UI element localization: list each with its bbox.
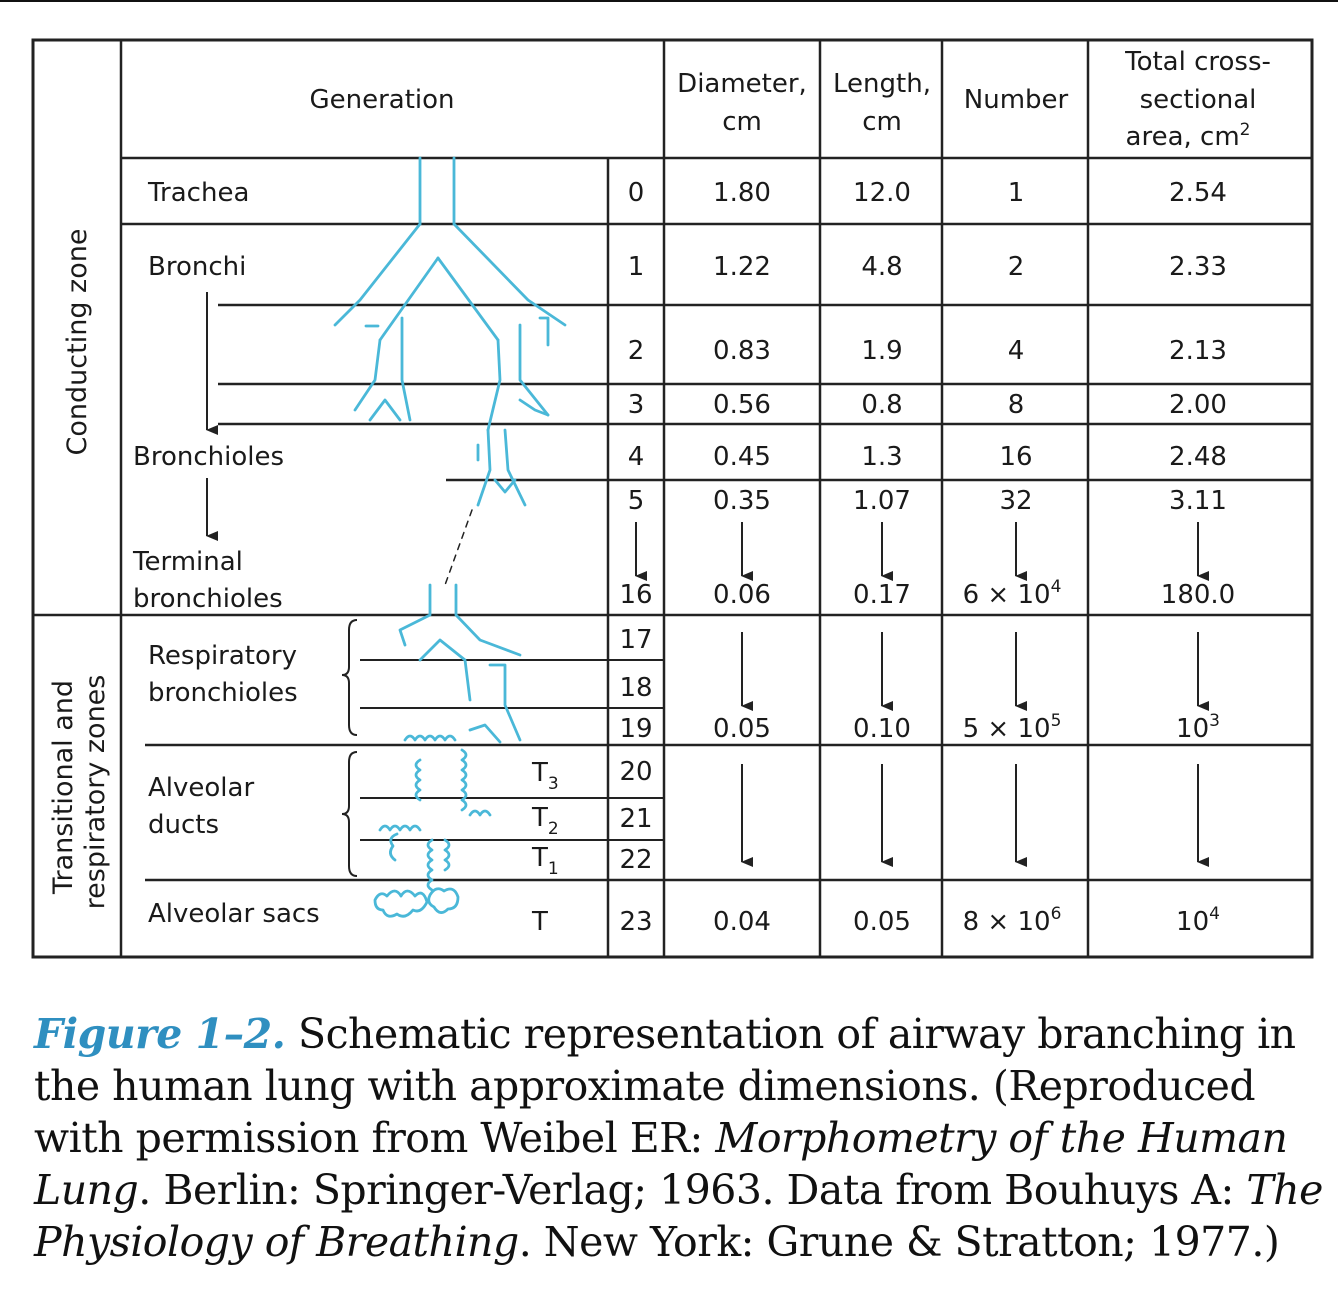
label-alveolar-sacs: Alveolar sacs (148, 899, 320, 929)
table-row (628, 178, 1227, 208)
area-exponent: 3 (1209, 711, 1220, 731)
cell-area: 2.48 (1169, 442, 1227, 472)
cell-area: 180.0 (1160, 580, 1236, 610)
cell-area: 2.13 (1169, 336, 1227, 366)
caption-text-3: . New York: Grune & Stratton; 1977.) (518, 1218, 1280, 1266)
t1-letter: T (532, 843, 548, 873)
transitional-generation-labels (531, 758, 559, 937)
cell-length: 4.8 (861, 252, 903, 282)
generation-labels (132, 178, 320, 929)
header-area-text: area, cm (1125, 122, 1240, 152)
table-row (628, 336, 1227, 366)
continuation-arrows (636, 522, 1198, 862)
caption-book-title-1: Morphometry of the Human Lung (34, 1114, 1288, 1214)
area-base: 10 (1176, 907, 1210, 937)
label-t: T (532, 907, 548, 937)
cell-gen: 5 (627, 486, 645, 516)
table-row (628, 442, 1227, 472)
number-exponent: 4 (1050, 577, 1062, 597)
cell-diameter: 0.06 (713, 580, 771, 610)
cell-number: 16 (999, 442, 1033, 472)
header-length-unit: cm (862, 107, 902, 137)
cell-gen: 3 (627, 390, 645, 420)
number-exponent: 5 (1050, 711, 1062, 731)
cell-gen: 1 (627, 252, 645, 282)
cell-gen: 22 (619, 845, 653, 875)
header-number: Number (963, 85, 1069, 115)
cell-length: 1.3 (861, 442, 903, 472)
cell-length: 0.8 (861, 390, 903, 420)
label-alveolar-ducts-line1: Alveolar (148, 773, 255, 803)
airway-tree-illustration (335, 158, 565, 916)
t2-letter: T (532, 803, 548, 833)
table-body (619, 178, 1235, 937)
cell-length: 1.07 (853, 486, 911, 516)
cell-length: 12.0 (853, 178, 911, 208)
cell-length: 0.05 (853, 907, 911, 937)
cell-number: 32 (999, 486, 1033, 516)
number-base: 5 × 10 (962, 714, 1051, 744)
figure-caption (34, 1008, 1324, 1268)
table-row (628, 252, 1227, 282)
cell-gen: 19 (619, 714, 653, 744)
label-t3 (531, 758, 559, 794)
header-diameter: Diameter, (677, 69, 807, 99)
cell-diameter: 1.80 (713, 178, 771, 208)
number-base: 6 × 10 (962, 580, 1051, 610)
t3-letter: T (532, 758, 548, 788)
cell-length: 0.10 (853, 714, 911, 744)
label-bronchioles: Bronchioles (133, 442, 285, 472)
cell-number (963, 577, 1062, 610)
label-bronchi: Bronchi (148, 252, 247, 282)
cell-diameter: 0.45 (713, 442, 771, 472)
label-terminal-line1: Terminal (133, 547, 243, 577)
table-row (619, 577, 1235, 610)
cell-diameter: 0.35 (713, 486, 771, 516)
header-area-line3 (1126, 120, 1251, 152)
header-generation: Generation (309, 85, 455, 115)
cell-gen: 21 (619, 804, 653, 834)
header-area-line2: sectional (1139, 85, 1257, 115)
table-header (309, 47, 1270, 152)
cell-gen: 2 (627, 336, 645, 366)
caption-book-title-2: The Physiology of Breathing (34, 1166, 1323, 1266)
cell-diameter: 0.05 (713, 714, 771, 744)
cell-area (1176, 711, 1220, 744)
cell-gen: 17 (619, 625, 653, 655)
label-respiratory-line2: bronchioles (148, 678, 298, 708)
cell-gen: 16 (619, 580, 653, 610)
t2-subscript: 2 (547, 819, 559, 839)
zone-label-transitional-line1: Transitional and (48, 680, 79, 894)
cell-area (1176, 904, 1220, 937)
label-t2 (531, 803, 559, 839)
cell-length: 0.17 (853, 580, 911, 610)
area-exponent: 4 (1209, 904, 1220, 924)
label-alveolar-ducts-line2: ducts (148, 810, 220, 840)
cell-gen: 4 (627, 442, 645, 472)
table-row (628, 486, 1227, 516)
cell-number: 8 (1007, 390, 1025, 420)
label-trachea: Trachea (148, 178, 250, 208)
number-exponent: 6 (1050, 904, 1062, 924)
header-area-line1: Total cross- (1125, 47, 1271, 77)
number-base: 8 × 10 (962, 907, 1051, 937)
cell-area: 2.54 (1169, 178, 1227, 208)
cell-diameter: 0.83 (713, 336, 771, 366)
label-terminal-line2: bronchioles (133, 584, 283, 614)
cell-diameter: 0.56 (713, 390, 771, 420)
table-row (628, 390, 1227, 420)
cell-number (963, 904, 1062, 937)
t3-subscript: 3 (547, 774, 559, 794)
zone-label-transitional-line2: respiratory zones (80, 674, 111, 910)
cell-gen: 20 (619, 757, 653, 787)
cell-number: 1 (1007, 178, 1025, 208)
zone-label-conducting: Conducting zone (62, 228, 93, 456)
area-base: 10 (1176, 714, 1210, 744)
header-length: Length, (833, 69, 931, 99)
header-area-superscript: 2 (1239, 120, 1251, 140)
label-t1 (531, 843, 559, 879)
caption-text-1: Schematic representation of airway branching in the human lung with approximate dimensions. (Reproduced with permission from Weibel ER: (34, 1010, 1296, 1162)
t1-subscript: 1 (547, 859, 559, 879)
cell-area: 3.11 (1169, 486, 1227, 516)
cell-diameter: 0.04 (713, 907, 771, 937)
header-diameter-unit: cm (722, 107, 762, 137)
cell-number (963, 711, 1062, 744)
cell-area: 2.33 (1169, 252, 1227, 282)
cell-number: 2 (1007, 252, 1025, 282)
cell-gen: 18 (619, 673, 653, 703)
caption-text-2: . Berlin: Springer-Verlag; 1963. Data from Bouhuys A: (138, 1166, 1247, 1214)
cell-gen: 0 (627, 178, 645, 208)
table-row (619, 904, 1220, 937)
table-row (619, 711, 1220, 744)
cell-diameter: 1.22 (713, 252, 771, 282)
label-respiratory-line1: Respiratory (148, 641, 297, 671)
figure-label: Figure 1–2. (34, 1010, 286, 1058)
cell-area: 2.00 (1169, 390, 1227, 420)
cell-number: 4 (1007, 336, 1025, 366)
cell-length: 1.9 (861, 336, 903, 366)
cell-gen: 23 (619, 907, 653, 937)
